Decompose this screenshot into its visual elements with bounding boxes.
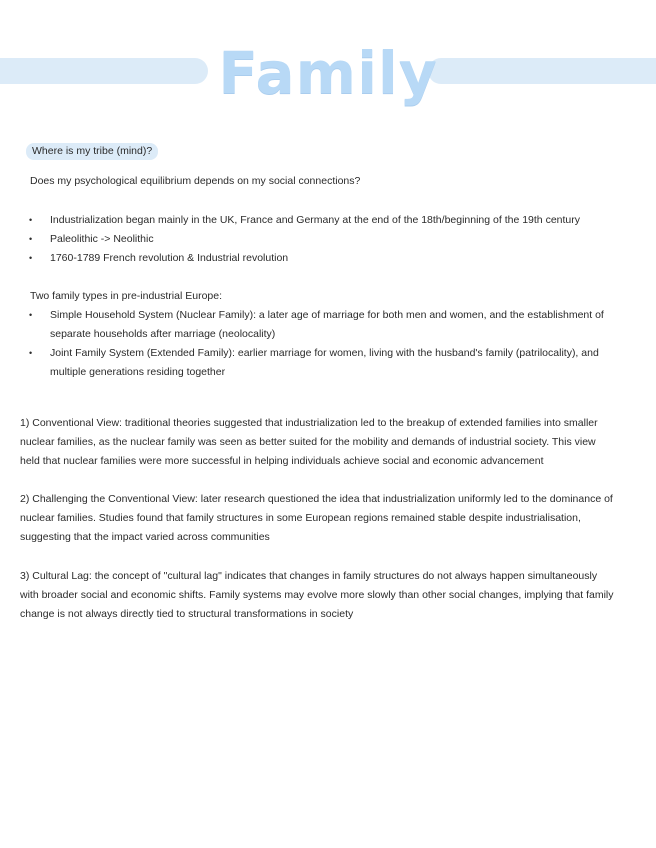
bullet-list-family-types xyxy=(26,306,616,382)
paragraph-conventional-view: 1) Conventional View: traditional theories suggested that industrialization led to the breakup of extended families into smaller nuclear families, as the nuclear family was seen as better suited for the mobility and demands of industrial society. This view held that nuclear families were more successful in helping individuals achieve social and economic advancement xyxy=(20,417,598,467)
question-text: Does my psychological equilibrium depends on my social connections? xyxy=(30,175,361,187)
list-item: • 1760-1789 French revolution & Industrial revolution xyxy=(26,249,616,268)
list-item: • Joint Family System (Extended Family): earlier marriage for women, living with the husband's family (patrilocality), and multiple generations residing together xyxy=(26,344,616,382)
paragraph-challenging-view: 2) Challenging the Conventional View: later research questioned the idea that industrialization uniformly led to the dominance of nuclear families. Studies found that family structures in some European regions remained stable despite industrialisation, suggesting that the impact varied across communities xyxy=(20,493,613,543)
page-title: Family xyxy=(218,39,438,107)
bullet-list-history xyxy=(26,211,616,268)
highlighted-question: Where is my tribe (mind)? xyxy=(26,143,158,160)
list-item: • Simple Household System (Nuclear Family): a later age of marriage for both men and women, and the establishment of separate households after marriage (neolocality) xyxy=(26,306,616,344)
family-types-heading: Two family types in pre-industrial Europe: xyxy=(30,290,222,302)
list-item: • Industrialization began mainly in the UK, France and Germany at the end of the 18th/beginning of the 19th century xyxy=(26,211,616,230)
paragraph-cultural-lag: 3) Cultural Lag: the concept of "cultural lag" indicates that changes in family structures do not always happen simultaneously with broader social and economic shifts. Family systems may evolve more slowly than other social changes, implying that family change is not always directly tied to structural transformations in society xyxy=(20,570,614,620)
list-item: • Paleolithic -> Neolithic xyxy=(26,230,616,249)
